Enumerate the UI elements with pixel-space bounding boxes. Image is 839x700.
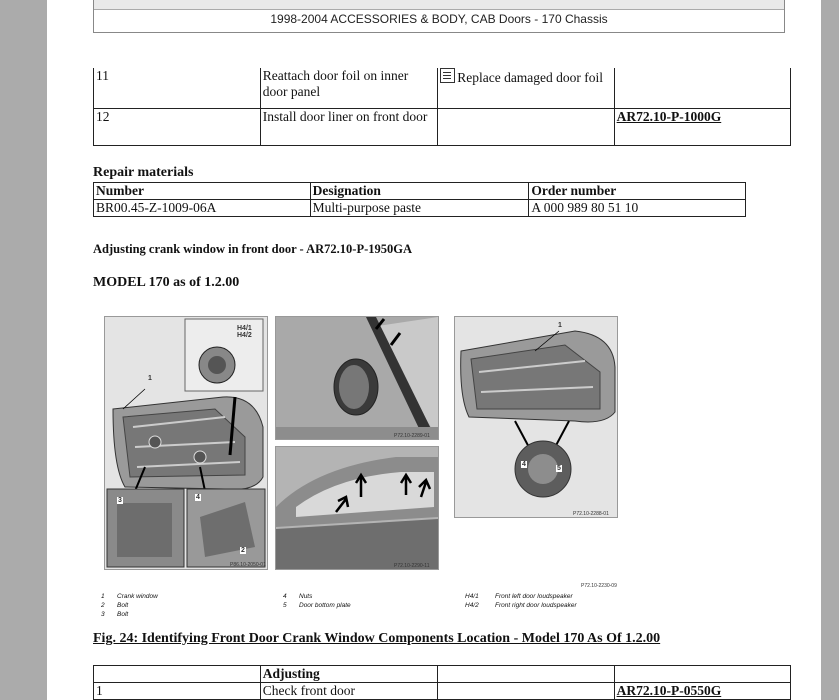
header-title: 1998-2004 ACCESSORIES & BODY, CAB Doors - 170 Chassis: [270, 12, 608, 26]
figure-legend-col2: [283, 592, 351, 610]
legend-item: 5 Door bottom plate: [283, 602, 351, 609]
column-header: Number: [94, 183, 311, 200]
step-ref-link[interactable]: AR72.10-P-1000G: [614, 108, 790, 145]
figure-legend-col3: [465, 592, 577, 610]
table-row: [94, 68, 791, 108]
header-strip: [94, 0, 784, 10]
step-ref-link[interactable]: AR72.10-P-0550G: [614, 683, 790, 700]
figure-code: P72.10-2230-09: [581, 583, 617, 589]
model-title: MODEL 170 as of 1.2.00: [93, 275, 240, 290]
bolt-callout: 2: [241, 547, 245, 554]
step-number: 1: [94, 683, 261, 700]
document-page: [47, 0, 821, 700]
step-note-text: Replace damaged door foil: [457, 70, 604, 85]
figure-door-panel: [104, 316, 268, 570]
material-designation: Multi-purpose paste: [310, 200, 529, 217]
legend-item: H4/2 Front right door loudspeaker: [465, 602, 577, 609]
page-header: [93, 0, 785, 33]
figure-door-bottom: [454, 316, 618, 518]
legend-item: 2 Bolt: [101, 602, 129, 609]
table-row: [94, 108, 791, 145]
table-header-row: [94, 666, 791, 683]
step-ref: [614, 68, 790, 108]
figure-legend-col1: [101, 592, 158, 619]
legend-item: H4/1 Front left door loudspeaker: [465, 593, 573, 600]
step-note: [438, 68, 614, 108]
table-row: [94, 683, 791, 700]
repair-materials-table: [93, 182, 746, 217]
figure-window-seal: [275, 446, 439, 570]
step-number: 12: [94, 108, 261, 145]
panel-code: P72.10-2289-01: [394, 433, 430, 439]
step-note: [438, 108, 614, 145]
column-header: Designation: [310, 183, 529, 200]
step-number: 11: [94, 68, 261, 108]
step-action: Reattach door foil on inner door panel: [260, 68, 437, 108]
panel-code: P72.10-2288-01: [573, 511, 609, 517]
note-icon: [440, 68, 455, 83]
legend-item: 1 Crank window: [101, 593, 158, 600]
bolt-callout: 3: [118, 497, 122, 504]
legend-item: 4 Nuts: [283, 593, 313, 600]
figure-caption: Fig. 24: Identifying Front Door Crank Window Components Location - Model 170 As Of 1.2.00: [93, 631, 661, 646]
steps-table: [93, 68, 791, 146]
table-row: [94, 200, 746, 217]
table-header-row: [94, 183, 746, 200]
adjusting-table: [93, 665, 791, 700]
step-action: Check front door: [260, 683, 437, 700]
step-action: Install door liner on front door: [260, 108, 437, 145]
panel-code: P72.10-2290-11: [394, 563, 430, 569]
repair-materials-title: Repair materials: [93, 165, 194, 180]
figure-mirror-pillar: [275, 316, 439, 440]
material-number: BR00.45-Z-1009-06A: [94, 200, 311, 217]
legend-item: 3 Bolt: [101, 611, 129, 618]
adjusting-procedure-title: Adjusting crank window in front door - AR72.10-P-1950GA: [93, 242, 413, 256]
crank-window-callout: 1: [148, 375, 152, 382]
door-bottom-plate-callout: 5: [557, 465, 561, 472]
nuts-callout: 4: [522, 461, 526, 468]
panel-code: P86.10-2050-01: [230, 562, 266, 568]
column-header: Adjusting: [260, 666, 437, 683]
speaker-callout: H4/1 H4/2: [237, 325, 252, 339]
column-header: Order number: [529, 183, 746, 200]
material-order-number: A 000 989 80 51 10: [529, 200, 746, 217]
nuts-callout: 4: [196, 494, 200, 501]
crank-window-callout: 1: [558, 322, 562, 329]
